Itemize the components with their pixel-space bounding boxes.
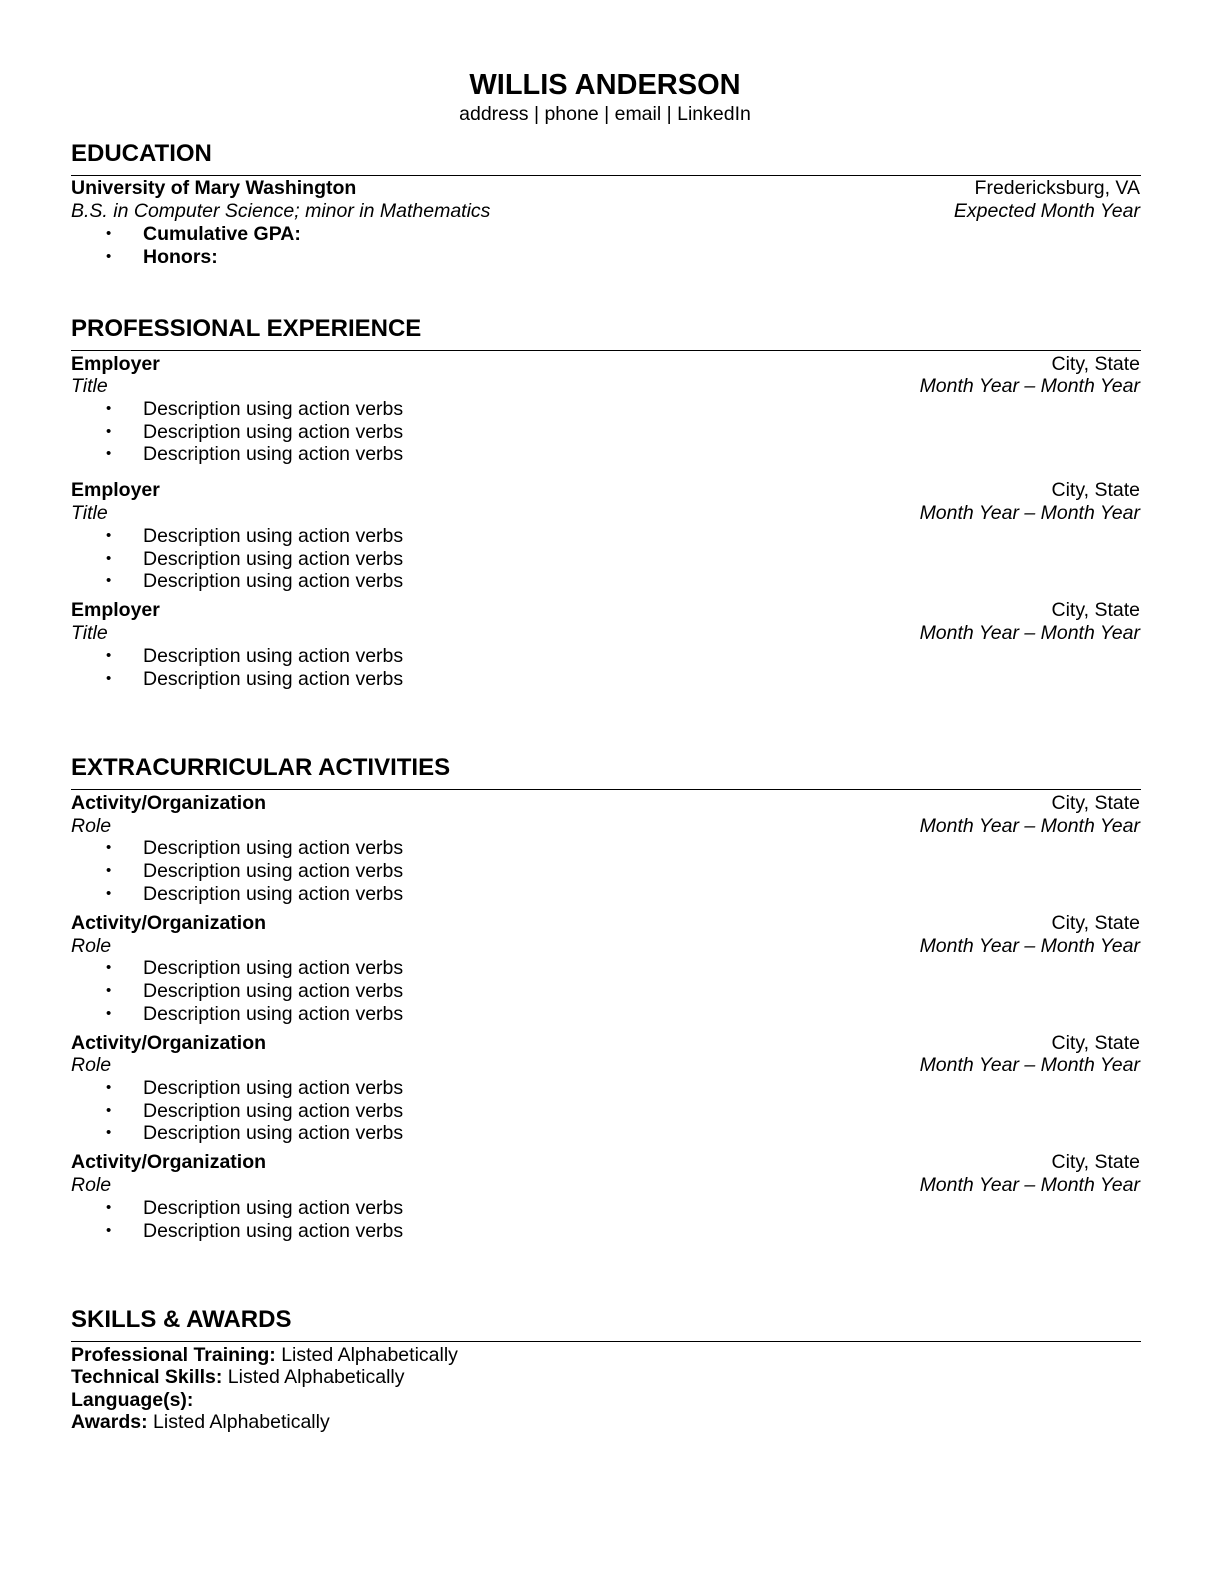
bullet-icon: • — [106, 1102, 112, 1119]
activity-role: Role — [71, 935, 112, 957]
activity-description: Description using action verbs — [143, 1197, 404, 1219]
bullet-icon: • — [106, 1079, 112, 1096]
employer-location: City, State — [1051, 599, 1140, 621]
skills-value: Listed Alphabetically — [222, 1366, 405, 1388]
job-description: Description using action verbs — [143, 398, 404, 420]
activity-description: Description using action verbs — [143, 860, 404, 882]
activities-heading: EXTRACURRICULAR ACTIVITIES — [71, 754, 451, 781]
bullet-icon: • — [106, 670, 112, 687]
section-divider — [71, 175, 1141, 176]
bullet-icon: • — [106, 248, 112, 265]
contact-email: email — [614, 103, 662, 125]
job-dates: Month Year – Month Year — [919, 622, 1140, 644]
bullet-icon: • — [106, 839, 112, 856]
contact-separator: | — [666, 103, 672, 125]
gpa-label: Cumulative GPA: — [143, 223, 301, 245]
bullet-icon: • — [106, 885, 112, 902]
activity-description: Description using action verbs — [143, 1122, 404, 1144]
job-dates: Month Year – Month Year — [919, 375, 1140, 397]
bullet-icon: • — [106, 1005, 112, 1022]
skills-label: Language(s): — [71, 1389, 194, 1411]
employer-name: Employer — [71, 353, 160, 375]
section-divider — [71, 789, 1141, 790]
bullet-icon: • — [106, 1124, 112, 1141]
activity-description: Description using action verbs — [143, 1003, 404, 1025]
bullet-icon: • — [106, 572, 112, 589]
school-location: Fredericksburg, VA — [974, 177, 1140, 199]
employer-name: Employer — [71, 479, 160, 501]
section-divider — [71, 350, 1141, 351]
activity-location: City, State — [1051, 912, 1140, 934]
activity-dates: Month Year – Month Year — [919, 1174, 1140, 1196]
activity-location: City, State — [1051, 1032, 1140, 1054]
employer-name: Employer — [71, 599, 160, 621]
activity-dates: Month Year – Month Year — [919, 1054, 1140, 1076]
activity-description: Description using action verbs — [143, 1220, 404, 1242]
bullet-icon: • — [106, 1222, 112, 1239]
activity-description: Description using action verbs — [143, 1100, 404, 1122]
bullet-icon: • — [106, 1199, 112, 1216]
activity-location: City, State — [1051, 792, 1140, 814]
graduation-date: Expected Month Year — [953, 200, 1140, 222]
job-description: Description using action verbs — [143, 645, 404, 667]
activity-description: Description using action verbs — [143, 883, 404, 905]
contact-line — [0, 103, 1210, 126]
school-name: University of Mary Washington — [71, 177, 357, 199]
employer-location: City, State — [1051, 353, 1140, 375]
activity-location: City, State — [1051, 1151, 1140, 1173]
skills-label: Awards: — [71, 1411, 148, 1433]
activity-name: Activity/Organization — [71, 1032, 267, 1054]
bullet-icon: • — [106, 862, 112, 879]
activity-name: Activity/Organization — [71, 1151, 267, 1173]
activity-name: Activity/Organization — [71, 912, 267, 934]
job-description: Description using action verbs — [143, 421, 404, 443]
activity-role: Role — [71, 1054, 112, 1076]
bullet-icon: • — [106, 400, 112, 417]
activity-description: Description using action verbs — [143, 980, 404, 1002]
skills-row-languages — [71, 1389, 193, 1412]
activity-role: Role — [71, 815, 112, 837]
bullet-icon: • — [106, 445, 112, 462]
job-title: Title — [71, 375, 108, 397]
contact-separator: | — [533, 103, 540, 125]
job-title: Title — [71, 622, 108, 644]
bullet-icon: • — [106, 959, 112, 976]
activity-dates: Month Year – Month Year — [919, 935, 1140, 957]
bullet-icon: • — [106, 225, 112, 242]
skills-label: Professional Training: — [71, 1344, 276, 1366]
experience-heading: PROFESSIONAL EXPERIENCE — [71, 315, 422, 342]
job-description: Description using action verbs — [143, 525, 404, 547]
job-description: Description using action verbs — [143, 570, 404, 592]
activity-description: Description using action verbs — [143, 837, 404, 859]
resume-name: WILLIS ANDERSON — [469, 69, 741, 101]
contact-linkedin: LinkedIn — [677, 103, 751, 125]
education-heading: EDUCATION — [71, 140, 212, 167]
contact-phone: phone — [544, 103, 599, 125]
degree: B.S. in Computer Science; minor in Mathematics — [71, 200, 491, 222]
employer-location: City, State — [1051, 479, 1140, 501]
job-description: Description using action verbs — [143, 443, 404, 465]
skills-label: Technical Skills: — [71, 1366, 223, 1388]
contact-address: address — [459, 103, 529, 125]
contact-separator: | — [604, 103, 610, 125]
bullet-icon: • — [106, 550, 112, 567]
skills-row-technical — [71, 1366, 405, 1389]
job-title: Title — [71, 502, 108, 524]
activity-description: Description using action verbs — [143, 957, 404, 979]
section-divider — [71, 1341, 1141, 1342]
activity-description: Description using action verbs — [143, 1077, 404, 1099]
job-description: Description using action verbs — [143, 548, 404, 570]
bullet-icon: • — [106, 527, 112, 544]
skills-value: Listed Alphabetically — [147, 1411, 330, 1433]
skills-row-awards — [71, 1411, 330, 1434]
activity-dates: Month Year – Month Year — [919, 815, 1140, 837]
job-dates: Month Year – Month Year — [919, 502, 1140, 524]
bullet-icon: • — [106, 982, 112, 999]
bullet-icon: • — [106, 423, 112, 440]
activity-role: Role — [71, 1174, 112, 1196]
skills-value: Listed Alphabetically — [275, 1344, 458, 1366]
job-description: Description using action verbs — [143, 668, 404, 690]
honors-label: Honors: — [143, 246, 218, 268]
bullet-icon: • — [106, 647, 112, 664]
skills-row-training — [71, 1344, 458, 1367]
skills-heading: SKILLS & AWARDS — [71, 1306, 292, 1333]
activity-name: Activity/Organization — [71, 792, 267, 814]
